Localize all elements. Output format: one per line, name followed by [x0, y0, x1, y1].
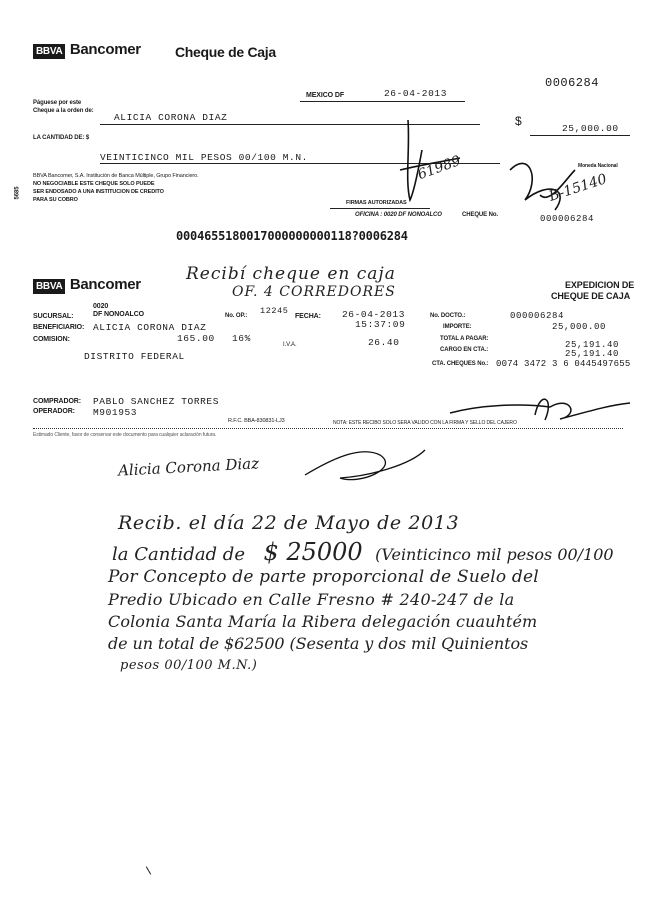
- bbva-logo: BBVA: [33, 279, 65, 294]
- bank-name: Bancomer: [69, 41, 141, 58]
- moneda-label: Moneda Nacional: [578, 163, 618, 169]
- hora: 15:37:09: [355, 319, 406, 330]
- receipt-signature: [440, 385, 640, 430]
- hw-line-4: Predio Ubicado en Calle Fresno # 240-247 de la: [108, 590, 515, 609]
- hw-line-2-a: la Cantidad de: [112, 544, 245, 565]
- payee-label-2: Cheque a la orden de:: [33, 108, 94, 114]
- total-label: TOTAL A PAGAR:: [440, 336, 489, 342]
- legal-3: SER ENDOSADO A UNA INSTITUCION DE CREDITO: [33, 189, 164, 195]
- no-docto-label: No. DOCTO.:: [430, 313, 466, 319]
- importe-label: IMPORTE:: [443, 324, 472, 330]
- hw-line-3: Por Concepto de parte proporcional de Suelo del: [108, 567, 539, 587]
- cargo-label: CARGO EN CTA.:: [440, 347, 489, 353]
- hw-line-1: Recib. el día 22 de Mayo de 2013: [118, 512, 460, 534]
- cargo: 25,191.40: [565, 349, 620, 359]
- cheque-no: 000006284: [540, 214, 595, 224]
- operador-label: OPERADOR:: [33, 408, 75, 415]
- operador: M901953: [93, 407, 138, 418]
- cta-label: CTA. CHEQUES No.:: [432, 361, 489, 367]
- comision-label: COMISION:: [33, 336, 70, 343]
- receipt-handwritten-2: OF. 4 CORREDORES: [232, 284, 396, 300]
- hw-line-2: [112, 538, 614, 566]
- receipt-handwritten-1: Recibí cheque en caja: [186, 264, 396, 284]
- sig-note-1: 61989: [415, 152, 463, 184]
- sucursal-name: DF NONOALCO: [93, 311, 145, 318]
- bank-name: Bancomer: [69, 276, 141, 293]
- hw-line-5: Colonia Santa María la Ribera delegación cuauhtém: [108, 612, 538, 631]
- receipt-logo: [33, 276, 141, 294]
- amount-label: LA CANTIDAD DE: $: [33, 135, 90, 141]
- firmas-label: FIRMAS AUTORIZADAS: [346, 200, 407, 206]
- comprador-label: COMPRADOR:: [33, 398, 81, 405]
- cheque-amount: 25,000.00: [562, 123, 619, 134]
- iva: 26.40: [368, 337, 400, 348]
- hw-line-6: de un total de $62500 (Sesenta y dos mil Quinientos: [108, 634, 529, 653]
- bbva-logo: BBVA: [33, 44, 65, 59]
- stray-mark: [146, 866, 151, 874]
- comision: 165.00: [177, 333, 215, 344]
- distrito: DISTRITO FEDERAL: [84, 351, 185, 362]
- nota: NOTA: ESTE RECIBO SOLO SERA VALIDO CON LA FIRMA Y SELLO DEL CAJERO: [333, 420, 517, 426]
- cheque-no-label: CHEQUE No.: [462, 212, 499, 218]
- hw-line-2-b: $ 25000: [263, 538, 363, 566]
- receipt-title-1: EXPEDICION DE: [565, 280, 635, 290]
- importe: 25,000.00: [552, 322, 607, 332]
- rfc: R.F.C. BBA-830831-LJ3: [228, 418, 285, 424]
- sig-note-2: B-15140: [546, 171, 609, 205]
- iva-label: I.V.A.: [283, 342, 297, 348]
- oficina-label: OFICINA : 0020 DF NONOALCO: [355, 212, 442, 218]
- hw-line-2-c: (Veinticinco mil pesos 00/100: [375, 545, 614, 564]
- fecha: 26-04-2013: [342, 309, 406, 320]
- amount-words: VEINTICINCO MIL PESOS 00/100 M.N.: [100, 152, 308, 163]
- hw-line-7: pesos 00/100 M.N.): [120, 658, 258, 673]
- no-op-label: No. OP.:: [225, 313, 248, 319]
- payee-name: ALICIA CORONA DIAZ: [114, 112, 228, 123]
- legal-2: NO NEGOCIABLE ESTE CHEQUE SOLO PUEDE: [33, 181, 155, 187]
- hw-name-flourish: [300, 440, 430, 500]
- legal-1: BBVA Bancomer, S.A. Institución de Banca Múltiple, Grupo Financiero.: [33, 173, 199, 179]
- place-label: MEXICO DF: [306, 92, 344, 99]
- payee-label-1: Páguese por este: [33, 100, 82, 106]
- no-docto: 000006284: [510, 311, 565, 321]
- footer-note: Estimado Cliente, favor de conservar este documento para cualquier aclaración futura.: [33, 432, 217, 438]
- legal-4: PARA SU COBRO: [33, 197, 78, 203]
- fecha-label: FECHA:: [295, 313, 321, 320]
- beneficiario-label: BENEFICIARIO:: [33, 324, 85, 331]
- cheque-logo: [33, 41, 141, 59]
- cta: 0074 3472 3 6 0445497655: [496, 359, 631, 369]
- receipt-title-2: CHEQUE DE CAJA: [551, 291, 631, 301]
- micr-line: 0004655180017000000000118?0006284: [176, 229, 408, 243]
- cheque-date: 26-04-2013: [384, 88, 448, 99]
- hw-name: Alicia Corona Diaz: [117, 454, 260, 480]
- no-op: 12245: [260, 306, 289, 316]
- total: 25,191.40: [565, 340, 620, 350]
- currency-symbol: $: [515, 114, 522, 128]
- beneficiario: ALICIA CORONA DIAZ: [93, 322, 207, 333]
- cheque-number: 0006284: [545, 76, 599, 90]
- cheque-title: Cheque de Caja: [175, 44, 276, 60]
- sucursal-code: 0020: [93, 303, 109, 310]
- comprador: PABLO SANCHEZ TORRES: [93, 396, 220, 407]
- sucursal-label: SUCURSAL:: [33, 313, 74, 320]
- iva-rate: 16%: [232, 333, 251, 344]
- side-code: 5685: [14, 186, 21, 200]
